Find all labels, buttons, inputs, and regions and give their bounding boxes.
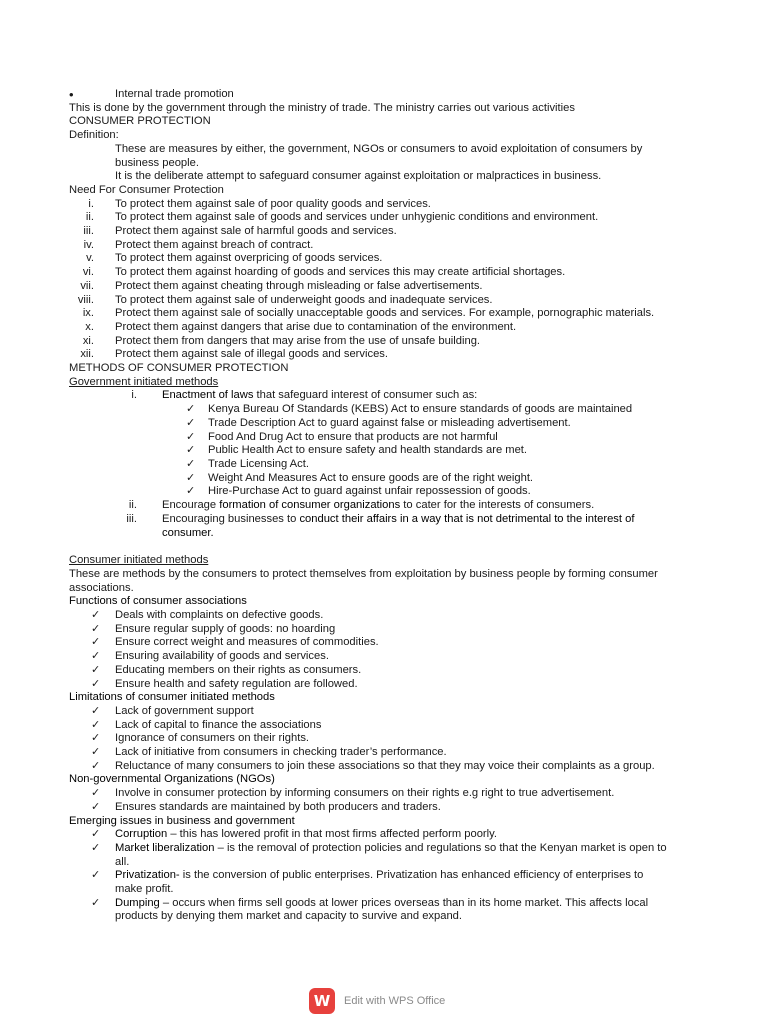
checkmark-icon: ✓: [91, 704, 101, 717]
list-text: Trade Licensing Act.: [208, 457, 309, 470]
list-number: i.: [131, 389, 137, 402]
list-item: [69, 252, 701, 266]
list-text: To protect them against hoarding of goods and services this may create artificial shortages.: [115, 266, 566, 279]
list-item-continued: [69, 883, 701, 897]
list-item: [69, 678, 701, 692]
wps-edit-label[interactable]: Edit with WPS Office: [344, 995, 446, 1007]
list-text: Ignorance of consumers on their rights.: [115, 732, 310, 745]
list-item: [69, 444, 701, 458]
list-text: Ensures standards are maintained by both producers and traders.: [115, 800, 441, 813]
list-item: [69, 787, 701, 801]
section-heading-need: Need For Consumer Protection: [69, 183, 224, 196]
bold-text: Enactment of laws: [162, 389, 254, 402]
laws-list: [69, 403, 701, 499]
checkmark-icon: ✓: [91, 746, 101, 759]
checkmark-icon: ✓: [91, 677, 101, 690]
list-item: [69, 801, 701, 815]
list-text: To protect them against sale of underweight goods and inadequate services.: [115, 293, 493, 306]
checkmark-icon: ✓: [91, 609, 101, 622]
list-text: To protect them against overpricing of goods services.: [115, 252, 383, 265]
list-item: [69, 239, 701, 253]
list-item: [69, 485, 701, 499]
list-item: [69, 348, 701, 362]
list-item-continued: [69, 527, 701, 541]
list-item: [69, 321, 701, 335]
section-heading-ngos: Non-governmental Organizations (NGOs): [69, 773, 275, 786]
list-item: [69, 746, 701, 760]
list-number: ix.: [82, 307, 94, 320]
list-item: [69, 294, 701, 308]
bold-text: formation of consumer organizations: [219, 499, 401, 512]
bold-text: Market liberalization: [115, 841, 215, 854]
checkmark-icon: ✓: [91, 896, 101, 909]
list-number: iii.: [83, 225, 94, 238]
list-item: [69, 828, 701, 842]
checkmark-icon: ✓: [91, 650, 101, 663]
paragraph: These are methods by the consumers to protect themselves from exploitation by business people by forming consumer: [69, 567, 658, 580]
list-text: to cater for the interests of consumers.: [400, 499, 595, 512]
bold-text: consumer.: [162, 526, 214, 539]
definition-line: business people.: [115, 156, 199, 169]
emerging-list: [69, 828, 701, 924]
list-text: Hire-Purchase Act to guard against unfair repossession of goods.: [208, 485, 531, 498]
list-item: [69, 431, 701, 445]
list-text: Kenya Bureau Of Standards (KEBS) Act to ensure standards of goods are maintained: [208, 403, 633, 416]
list-text: Deals with complaints on defective goods.: [115, 609, 324, 622]
checkmark-icon: ✓: [186, 416, 196, 429]
list-number: xii.: [80, 348, 94, 361]
checkmark-icon: ✓: [91, 718, 101, 731]
limitations-list: [69, 705, 701, 774]
list-item: [69, 198, 701, 212]
list-number: viii.: [77, 293, 94, 306]
list-text: Public Health Act to ensure safety and health standards are met.: [208, 444, 528, 457]
list-item: [69, 458, 701, 472]
functions-list: [69, 609, 701, 691]
list-number: iii.: [126, 512, 137, 525]
list-item: [69, 211, 701, 225]
list-item: [69, 636, 701, 650]
ngos-list: [69, 787, 701, 814]
checkmark-icon: ✓: [186, 444, 196, 457]
list-text: Trade Description Act to guard against false or misleading advertisement.: [208, 416, 571, 429]
checkmark-icon: ✓: [91, 636, 101, 649]
list-number: v.: [86, 252, 94, 265]
list-text: Protect them against dangers that arise due to contamination of the environment.: [115, 320, 517, 333]
checkmark-icon: ✓: [91, 759, 101, 772]
list-text: Ensure correct weight and measures of commodities.: [115, 636, 379, 649]
checkmark-icon: ✓: [91, 828, 101, 841]
list-text: Weight And Measures Act to ensure goods are of the right weight.: [208, 471, 534, 484]
definition-line: These are measures by either, the government, NGOs or consumers to avoid exploitation of consumers by: [115, 142, 643, 155]
checkmark-icon: ✓: [91, 841, 101, 854]
document-page: [69, 88, 701, 924]
list-text: – occurs when firms sell goods at lower prices overseas than in its home market. This affects local: [159, 896, 649, 909]
paragraph: associations.: [69, 581, 134, 594]
list-text: – is the removal of protection policies and regulations so that the Kenyan market is open to: [214, 841, 667, 854]
subheading-consumer-methods: Consumer initiated methods: [69, 554, 209, 567]
need-list: [69, 198, 701, 362]
list-item: [69, 664, 701, 678]
checkmark-icon: ✓: [186, 430, 196, 443]
list-item: [69, 417, 701, 431]
list-number: vi.: [82, 266, 94, 279]
bold-text: Privatization-: [115, 869, 180, 882]
list-item: [69, 266, 701, 280]
list-number: x.: [85, 320, 94, 333]
bold-text: conduct their affairs in a way that is not detrimental to the interest of: [299, 512, 635, 525]
list-text: To protect them against sale of poor quality goods and services.: [115, 197, 431, 210]
list-item: [69, 389, 701, 403]
list-item: [69, 760, 701, 774]
wps-edit-banner[interactable]: [309, 988, 445, 1014]
list-item: [69, 225, 701, 239]
section-heading-internal-trade: [69, 88, 701, 102]
list-number: iv.: [83, 238, 94, 251]
list-text: Food And Drug Act to ensure that products are not harmful: [208, 430, 498, 443]
section-heading-consumer-protection: CONSUMER PROTECTION: [69, 115, 211, 128]
list-item: [69, 897, 701, 911]
section-heading-emerging: Emerging issues in business and government: [69, 814, 295, 827]
list-text: Encouraging businesses to: [162, 512, 300, 525]
list-number: ii.: [85, 211, 94, 224]
blank-line: [69, 540, 701, 554]
list-item: [69, 705, 701, 719]
list-number: xi.: [82, 334, 94, 347]
definition-line: It is the deliberate attempt to safeguard consumer against exploitation or malpractices in business.: [115, 170, 602, 183]
list-text: To protect them against sale of goods and services under unhygienic conditions and environment.: [115, 211, 599, 224]
list-item: [69, 472, 701, 486]
list-text: Educating members on their rights as consumers.: [115, 663, 362, 676]
checkmark-icon: ✓: [91, 732, 101, 745]
list-text: Protect them from dangers that may arise from the use of unsafe building.: [115, 334, 481, 347]
checkmark-icon: ✓: [91, 869, 101, 882]
definition-label: Definition:: [69, 129, 119, 142]
list-text: Reluctance of many consumers to join these associations so that they may voice their complaints as a group.: [115, 759, 655, 772]
list-item: [69, 609, 701, 623]
list-text: Protect them against sale of harmful goods and services.: [115, 225, 397, 238]
checkmark-icon: ✓: [91, 787, 101, 800]
bold-text: Corruption: [115, 828, 168, 841]
list-item: [69, 403, 701, 417]
list-item: [69, 307, 701, 321]
bullet-icon: •: [69, 87, 74, 102]
list-item: [69, 869, 701, 883]
list-text: all.: [115, 855, 130, 868]
list-text: that safeguard interest of consumer such as:: [253, 389, 478, 402]
checkmark-icon: ✓: [91, 800, 101, 813]
list-text: make profit.: [115, 883, 174, 896]
list-number: ii.: [128, 499, 137, 512]
bold-text: Dumping: [115, 896, 160, 909]
list-item: [69, 280, 701, 294]
list-text: Protect them against sale of socially unacceptable goods and services. For example, pornographic materials.: [115, 307, 655, 320]
section-heading-limitations: Limitations of consumer initiated methods: [69, 691, 275, 704]
list-item: [69, 732, 701, 746]
list-text: Ensure health and safety regulation are followed.: [115, 677, 358, 690]
section-heading-functions: Functions of consumer associations: [69, 595, 247, 608]
checkmark-icon: ✓: [186, 457, 196, 470]
list-number: i.: [88, 197, 94, 210]
checkmark-icon: ✓: [186, 471, 196, 484]
list-text: Encourage: [162, 499, 220, 512]
list-item: [69, 650, 701, 664]
list-text: products by denying them market and capacity to survive and expand.: [115, 910, 463, 923]
list-text: is the conversion of public enterprises. Privatization has enhanced efficiency of enterprises to: [179, 869, 644, 882]
checkmark-icon: ✓: [91, 622, 101, 635]
list-text: Involve in consumer protection by informing consumers on their rights e.g right to true advertisement.: [115, 787, 615, 800]
list-item: [69, 499, 701, 513]
list-item: [69, 719, 701, 733]
list-text: Protect them against breach of contract.: [115, 238, 314, 251]
list-item-continued: [69, 856, 701, 870]
list-item-continued: [69, 910, 701, 924]
list-text: Protect them against cheating through misleading or false advertisements.: [115, 279, 483, 292]
list-item: [69, 623, 701, 637]
list-text: Lack of initiative from consumers in checking trader’s performance.: [115, 746, 447, 759]
checkmark-icon: ✓: [186, 485, 196, 498]
list-item: [69, 513, 701, 527]
section-heading-methods: METHODS OF CONSUMER PROTECTION: [69, 362, 289, 375]
heading-text: Internal trade promotion: [115, 88, 234, 100]
list-number: vii.: [80, 279, 94, 292]
list-text: Protect them against sale of illegal goods and services.: [115, 348, 389, 361]
paragraph: This is done by the government through the ministry of trade. The ministry carries out various activities: [69, 101, 575, 114]
list-text: Ensuring availability of goods and services.: [115, 650, 329, 663]
list-item: [69, 335, 701, 349]
wps-logo-icon: W: [309, 988, 335, 1014]
checkmark-icon: ✓: [91, 663, 101, 676]
list-text: Ensure regular supply of goods: no hoarding: [115, 622, 336, 635]
list-text: – this has lowered profit in that most firms affected perform poorly.: [167, 828, 497, 841]
list-item: [69, 842, 701, 856]
subheading-government-methods: Government initiated methods: [69, 375, 219, 388]
checkmark-icon: ✓: [186, 403, 196, 416]
list-text: Lack of capital to finance the associations: [115, 718, 322, 731]
list-text: Lack of government support: [115, 704, 254, 717]
